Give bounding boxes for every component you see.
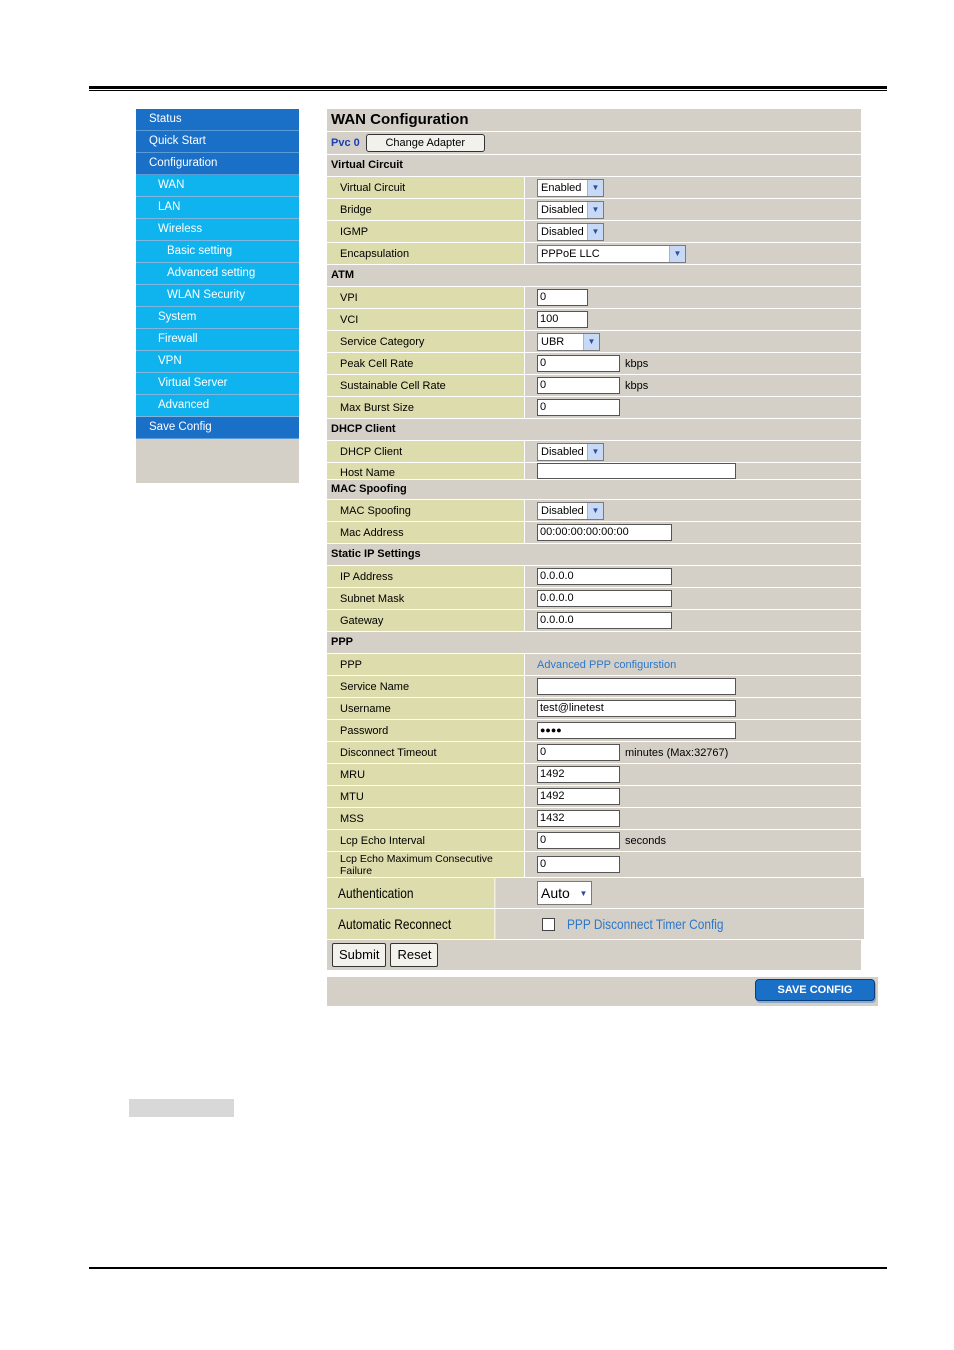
- row-peak-cell-rate: [327, 353, 861, 375]
- mss-label: MSS: [327, 808, 525, 829]
- submit-button[interactable]: Submit: [332, 943, 386, 967]
- sidebar-item-status[interactable]: Status: [136, 109, 299, 131]
- lcp-echo-interval-input[interactable]: 0: [537, 832, 620, 849]
- lcp-echo-interval-unit: seconds: [625, 834, 666, 847]
- section-static-ip: Static IP Settings: [327, 544, 861, 566]
- sidebar-item-virtual-server[interactable]: Virtual Server: [136, 373, 299, 395]
- row-automatic-reconnect: [327, 909, 864, 940]
- pvc-label: Pvc 0: [331, 137, 360, 149]
- mru-input[interactable]: 1492: [537, 766, 620, 783]
- section-mac-spoofing: MAC Spoofing: [327, 480, 861, 500]
- mac-address-input[interactable]: 00:00:00:00:00:00: [537, 524, 672, 541]
- lcp-echo-failure-label: Lcp Echo Maximum Consecutive Failure: [327, 852, 525, 877]
- change-adapter-button[interactable]: Change Adapter: [366, 134, 485, 152]
- chevron-down-icon: ▼: [587, 503, 603, 519]
- service-category-label: Service Category: [327, 331, 525, 352]
- wan-config-panel: [327, 109, 861, 970]
- igmp-value: Disabled: [541, 225, 584, 238]
- row-subnet-mask: [327, 588, 861, 610]
- bridge-label: Bridge: [327, 199, 525, 220]
- mac-spoofing-value: Disabled: [541, 504, 584, 517]
- chevron-down-icon: ▼: [587, 180, 603, 196]
- sustainable-cell-rate-input[interactable]: 0: [537, 377, 620, 394]
- sidebar-item-advanced-setting[interactable]: Advanced setting: [136, 263, 299, 285]
- password-input[interactable]: ●●●●: [537, 722, 736, 739]
- sidebar-item-lan[interactable]: LAN: [136, 197, 299, 219]
- row-igmp: [327, 221, 861, 243]
- chevron-down-icon: ▼: [587, 202, 603, 218]
- chevron-down-icon: ▼: [576, 882, 591, 904]
- row-authentication: [327, 878, 864, 909]
- bridge-select[interactable]: [537, 201, 604, 219]
- host-name-input[interactable]: [537, 463, 736, 479]
- row-mac-spoofing: [327, 500, 861, 522]
- automatic-reconnect-label: Automatic Reconnect: [327, 909, 495, 939]
- sidebar-item-configuration[interactable]: Configuration: [136, 153, 299, 175]
- service-category-value: UBR: [541, 335, 565, 348]
- row-lcp-echo-interval: [327, 830, 861, 852]
- service-category-select[interactable]: [537, 333, 600, 351]
- subnet-mask-input[interactable]: 0.0.0.0: [537, 590, 672, 607]
- sidebar-item-wlan-security[interactable]: WLAN Security: [136, 285, 299, 307]
- advanced-ppp-link[interactable]: Advanced PPP configurstion: [537, 658, 677, 671]
- sidebar-item-save-config[interactable]: Save Config: [136, 417, 299, 439]
- subnet-mask-label: Subnet Mask: [327, 588, 525, 609]
- gateway-input[interactable]: 0.0.0.0: [537, 612, 672, 629]
- sidebar-item-system[interactable]: System: [136, 307, 299, 329]
- sustainable-cell-rate-unit: kbps: [625, 379, 649, 392]
- lcp-echo-interval-label: Lcp Echo Interval: [327, 830, 525, 851]
- igmp-select[interactable]: [537, 223, 604, 241]
- peak-cell-rate-unit: kbps: [625, 357, 649, 370]
- encapsulation-label: Encapsulation: [327, 243, 525, 264]
- peak-cell-rate-input[interactable]: 0: [537, 355, 620, 372]
- row-username: [327, 698, 861, 720]
- disconnect-timeout-unit: minutes (Max:32767): [625, 746, 729, 759]
- encapsulation-select[interactable]: [537, 245, 686, 263]
- row-password: [327, 720, 861, 742]
- mru-label: MRU: [327, 764, 525, 785]
- authentication-select[interactable]: [537, 881, 592, 905]
- encapsulation-value: PPPoE LLC: [541, 247, 600, 260]
- save-config-button[interactable]: SAVE CONFIG: [755, 979, 875, 1001]
- lcp-echo-failure-input[interactable]: 0: [537, 856, 620, 873]
- mac-spoofing-label: MAC Spoofing: [327, 500, 525, 521]
- mtu-input[interactable]: 1492: [537, 788, 620, 805]
- row-ppp: [327, 654, 861, 676]
- igmp-label: IGMP: [327, 221, 525, 242]
- row-host-name: [327, 463, 861, 480]
- row-max-burst-size: [327, 397, 861, 419]
- peak-cell-rate-label: Peak Cell Rate: [327, 353, 525, 374]
- virtual-circuit-select[interactable]: [537, 179, 604, 197]
- section-dhcp-client: DHCP Client: [327, 419, 861, 441]
- row-mtu: [327, 786, 861, 808]
- row-lcp-echo-failure: [327, 852, 861, 878]
- row-gateway: [327, 610, 861, 632]
- row-mac-address: [327, 522, 861, 544]
- row-dhcp-client: [327, 441, 861, 463]
- bottom-rule: [89, 1267, 887, 1269]
- row-vpi: [327, 287, 861, 309]
- sidebar-item-firewall[interactable]: Firewall: [136, 329, 299, 351]
- host-name-label: Host Name: [327, 463, 525, 479]
- row-virtual-circuit: [327, 177, 861, 199]
- sidebar-item-wan[interactable]: WAN: [136, 175, 299, 197]
- sidebar-item-vpn[interactable]: VPN: [136, 351, 299, 373]
- top-rule: [89, 86, 887, 91]
- row-vci: [327, 309, 861, 331]
- authentication-value: Auto: [541, 885, 570, 901]
- row-bridge: [327, 199, 861, 221]
- disconnect-timeout-input[interactable]: 0: [537, 744, 620, 761]
- authentication-label: Authentication: [327, 878, 495, 908]
- row-encapsulation: [327, 243, 861, 265]
- section-atm: ATM: [327, 265, 861, 287]
- ip-address-input[interactable]: 0.0.0.0: [537, 568, 672, 585]
- username-label: Username: [327, 698, 525, 719]
- reset-button[interactable]: Reset: [390, 943, 438, 967]
- password-label: Password: [327, 720, 525, 741]
- pvc-row: [327, 132, 861, 155]
- vpi-input[interactable]: 0: [537, 289, 588, 306]
- ip-address-label: IP Address: [327, 566, 525, 587]
- mac-spoofing-select[interactable]: [537, 502, 604, 520]
- ppp-label: PPP: [327, 654, 525, 675]
- vci-input[interactable]: 100: [537, 311, 588, 328]
- max-burst-size-input[interactable]: 0: [537, 399, 620, 416]
- chevron-down-icon: ▼: [587, 224, 603, 240]
- sidebar-item-wireless[interactable]: Wireless: [136, 219, 299, 241]
- sidebar-item-basic-setting[interactable]: Basic setting: [136, 241, 299, 263]
- dhcp-client-label: DHCP Client: [327, 441, 525, 462]
- vpi-label: VPI: [327, 287, 525, 308]
- virtual-circuit-value: Enabled: [541, 181, 582, 194]
- page-title: WAN Configuration: [327, 109, 861, 132]
- section-virtual-circuit: Virtual Circuit: [327, 155, 861, 177]
- row-disconnect-timeout: [327, 742, 861, 764]
- max-burst-size-label: Max Burst Size: [327, 397, 525, 418]
- mtu-label: MTU: [327, 786, 525, 807]
- row-mss: [327, 808, 861, 830]
- gray-placeholder-block: [129, 1099, 234, 1117]
- ppp-disconnect-timer-link[interactable]: PPP Disconnect Timer Config: [567, 916, 724, 932]
- row-service-category: [327, 331, 861, 353]
- sidebar-nav: [136, 109, 299, 483]
- sustainable-cell-rate-label: Sustainable Cell Rate: [327, 375, 525, 396]
- row-service-name: [327, 676, 861, 698]
- form-buttons: [327, 940, 864, 970]
- gateway-label: Gateway: [327, 610, 525, 631]
- chevron-down-icon: ▼: [583, 334, 599, 350]
- username-input[interactable]: test@linetest: [537, 700, 736, 717]
- dhcp-client-select[interactable]: [537, 443, 604, 461]
- vci-label: VCI: [327, 309, 525, 330]
- dhcp-client-value: Disabled: [541, 445, 584, 458]
- automatic-reconnect-checkbox[interactable]: [542, 918, 555, 931]
- disconnect-timeout-label: Disconnect Timeout: [327, 742, 525, 763]
- chevron-down-icon: ▼: [587, 444, 603, 460]
- service-name-input[interactable]: [537, 678, 736, 695]
- mss-input[interactable]: 1432: [537, 810, 620, 827]
- sidebar-item-advanced[interactable]: Advanced: [136, 395, 299, 417]
- row-mru: [327, 764, 861, 786]
- row-ip-address: [327, 566, 861, 588]
- service-name-label: Service Name: [327, 676, 525, 697]
- bridge-value: Disabled: [541, 203, 584, 216]
- sidebar-item-quick-start[interactable]: Quick Start: [136, 131, 299, 153]
- chevron-down-icon: ▼: [669, 246, 685, 262]
- row-sustainable-cell-rate: [327, 375, 861, 397]
- section-ppp: PPP: [327, 632, 861, 654]
- virtual-circuit-label: Virtual Circuit: [327, 177, 525, 198]
- mac-address-label: Mac Address: [327, 522, 525, 543]
- save-config-bar: [327, 977, 878, 1006]
